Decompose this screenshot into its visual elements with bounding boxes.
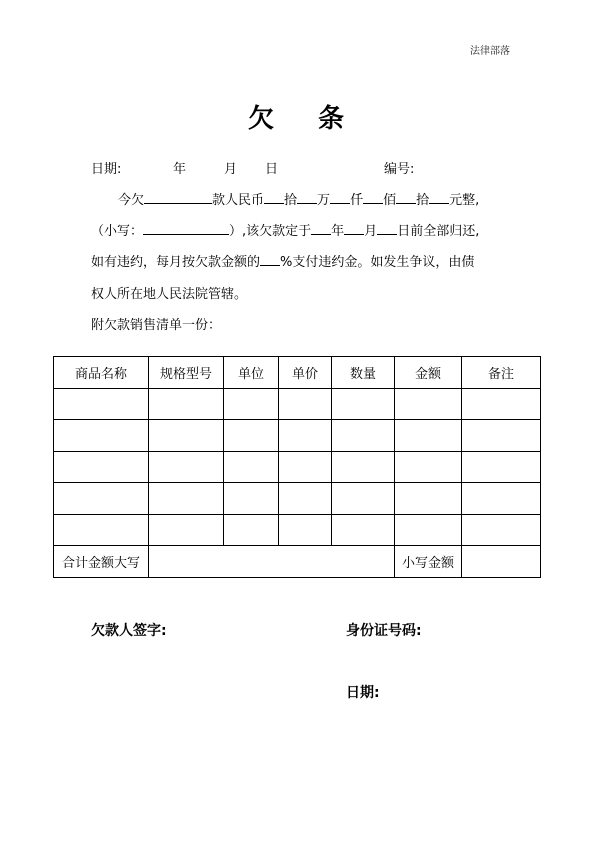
body-text: ）,该欠款定于 [229,224,312,239]
body-text: 佰 [383,193,397,208]
debtor-signature-label: 欠款人签字: [91,623,167,639]
table-cell [332,451,395,483]
table-cell [149,420,224,452]
table-cell [395,514,462,546]
column-header: 数量 [332,357,395,389]
table-cell [54,514,149,546]
body-line-1 [118,189,479,208]
table-cell [54,451,149,483]
document-title-char-1: 欠 [248,104,275,134]
body-text: 拾 [284,193,298,208]
header-tag: 法律部落 [470,46,510,57]
body-text: 万 [317,193,331,208]
table-cell [54,483,149,515]
body-text: 仟 [350,193,364,208]
total-uppercase-label: 合计金额大写 [54,546,149,578]
table-cell [332,388,395,420]
table-cell [462,483,541,515]
table-cell [462,388,541,420]
table-row [54,420,541,452]
table-row [54,514,541,546]
table-cell [224,388,279,420]
table-cell [395,420,462,452]
table-cell [224,420,279,452]
document-title-char-2: 条 [318,104,345,134]
blank-underline [429,191,449,204]
body-line-5: 附欠款销售清单一份： [91,318,222,333]
table-cell [279,483,332,515]
blank-underline [143,222,229,235]
column-header: 备注 [462,357,541,389]
table-cell [395,388,462,420]
body-text: 如有违约，每月按欠款金额的 [91,255,261,270]
day-label: 日 [265,162,279,177]
table-cell [332,420,395,452]
table-cell [332,483,395,515]
column-header: 金额 [395,357,462,389]
id-number-label: 身份证号码: [346,623,422,639]
table-cell [279,514,332,546]
column-header: 商品名称 [54,357,149,389]
signature-date-label: 日期: [346,685,380,701]
table-cell [224,451,279,483]
table-cell [395,483,462,515]
blank-underline [344,222,364,235]
table-row [54,388,541,420]
blank-underline [330,191,350,204]
body-text: 元整, [449,193,480,208]
body-text: 拾 [416,193,430,208]
table-cell [149,451,224,483]
body-text: 今欠 [118,193,145,208]
body-line-2 [91,220,479,239]
table-cell [279,420,332,452]
table-cell [332,514,395,546]
body-line-3 [91,251,474,270]
column-header: 规格型号 [149,357,224,389]
table-cell [149,388,224,420]
blank-underline [144,191,212,204]
column-header: 单价 [279,357,332,389]
blank-underline [297,191,317,204]
table-cell [462,451,541,483]
body-text: （小写： [91,224,144,239]
body-text: 款人民币 [212,193,265,208]
body-text: 月 [364,224,378,239]
blank-underline [260,253,280,266]
total-uppercase-value [149,546,395,578]
blank-underline [396,191,416,204]
body-text: %支付违约金。如发生争议，由债 [280,255,475,270]
table-cell [149,483,224,515]
date-label: 日期: [91,162,122,177]
table-cell [279,451,332,483]
table-cell [462,514,541,546]
month-label: 月 [224,162,238,177]
number-label: 编号: [384,162,415,177]
table-header-row [54,357,541,389]
table-cell [54,420,149,452]
body-text: 日前全部归还, [397,224,480,239]
blank-underline [363,191,383,204]
table-row [54,451,541,483]
body-line-4: 权人所在地人民法院管辖。 [91,287,248,302]
small-amount-value [462,546,541,578]
goods-table [53,356,541,578]
table-cell [462,420,541,452]
table-total-row [54,546,541,578]
body-text: 年 [331,224,345,239]
table-cell [224,514,279,546]
blank-underline [264,191,284,204]
blank-underline [311,222,331,235]
table-row [54,483,541,515]
small-amount-label: 小写金额 [395,546,462,578]
blank-underline [377,222,397,235]
table-cell [54,388,149,420]
table-cell [224,483,279,515]
column-header: 单位 [224,357,279,389]
table-cell [395,451,462,483]
year-label: 年 [173,162,187,177]
table-cell [279,388,332,420]
table-cell [149,514,224,546]
